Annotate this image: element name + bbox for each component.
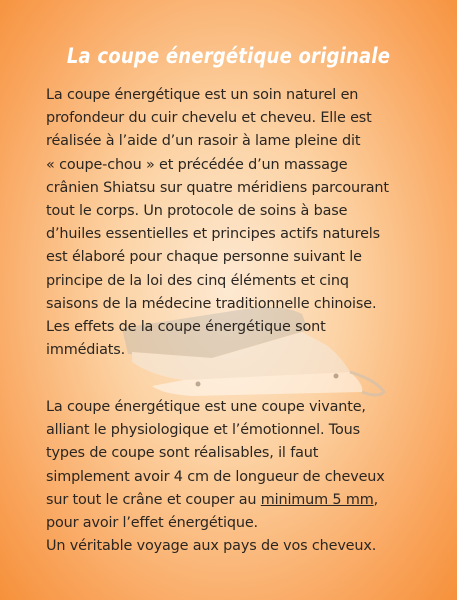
text-line: tout le corps. Un protocole de soins à base xyxy=(46,203,348,220)
text-line: principe de la loi des cinq éléments et cinq xyxy=(46,272,349,289)
details-paragraph xyxy=(46,396,434,558)
text-line: immédiats. xyxy=(46,342,126,359)
text-line: réalisée à l’aide d’un rasoir à lame pleine dit xyxy=(46,133,361,150)
text-line: est élaboré pour chaque personne suivant le xyxy=(46,249,362,266)
intro-paragraph xyxy=(46,84,434,362)
page-title: La coupe énergétique originale xyxy=(66,44,391,68)
text-line: Un véritable voyage aux pays de vos cheveux. xyxy=(46,538,377,555)
text-line: simplement avoir 4 cm de longueur de cheveux xyxy=(46,468,385,485)
text-line: crânien Shiatsu sur quatre méridiens parcourant xyxy=(46,179,389,196)
text-line: La coupe énergétique est une coupe vivante, xyxy=(46,399,366,415)
text-line: Les effets de la coupe énergétique sont xyxy=(46,319,326,336)
text-line xyxy=(46,489,434,512)
text-fragment: sur tout le crâne et couper au xyxy=(46,491,261,508)
text-fragment: , xyxy=(373,491,379,508)
text-line: pour avoir l’effet énergétique. xyxy=(46,515,258,532)
minimum-length-emphasis: minimum 5 mm xyxy=(260,491,374,508)
text-line: types de coupe sont réalisables, il faut xyxy=(46,445,319,462)
text-line: « coupe-chou » et précédée d’un massage xyxy=(46,156,348,173)
text-line: profondeur du cuir chevelu et cheveu. Elle est xyxy=(46,110,372,127)
text-line: La coupe énergétique est un soin naturel en xyxy=(46,87,359,103)
text-line: saisons de la médecine traditionnelle chinoise. xyxy=(46,295,377,312)
text-line: alliant le physiologique et l’émotionnel. Tous xyxy=(46,422,360,439)
text-line: d’huiles essentielles et principes actifs naturels xyxy=(46,226,380,243)
